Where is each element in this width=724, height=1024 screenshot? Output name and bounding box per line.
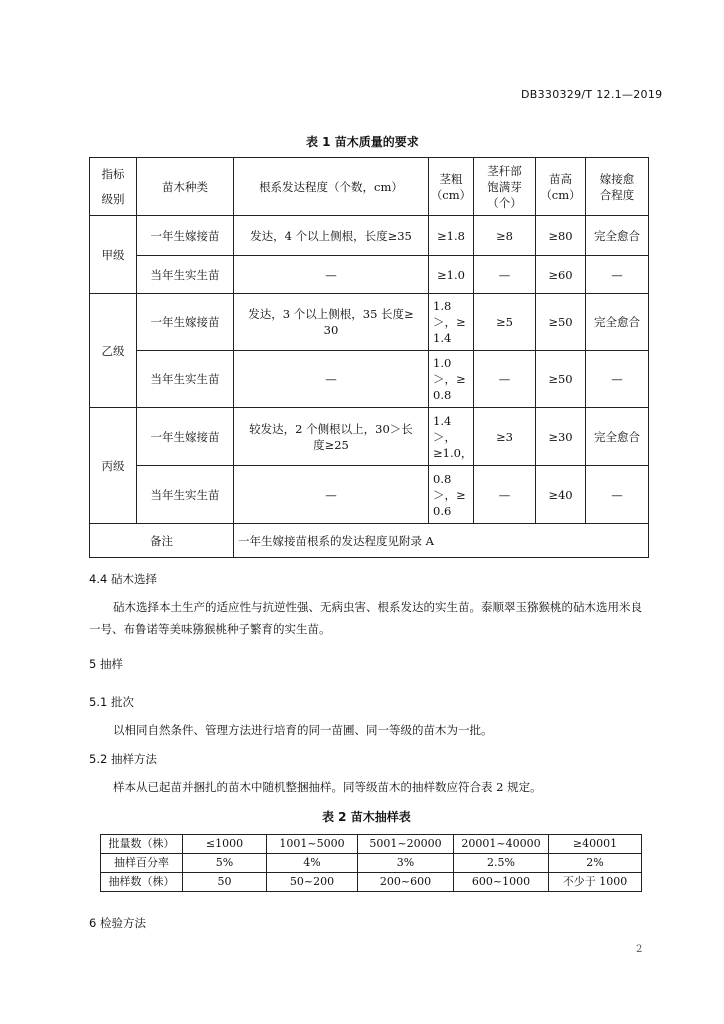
table-cell: 2% [549,854,642,873]
height-cell: ≥30 [536,408,586,466]
section-5-2-title: 5.2 抽样方法 [89,752,157,766]
root-cell: — [234,351,429,408]
table-row [101,873,642,892]
document-code: DB330329/T 12.1—2019 [521,88,663,101]
table-cell: 不少于 1000 [549,873,642,892]
sampling-table [100,834,642,892]
type-cell: 当年生实生苗 [137,466,234,524]
row-label-cell: 批量数（株） [101,835,183,854]
section-5-title: 5 抽样 [89,657,123,671]
row-label-cell: 抽样数（株） [101,873,183,892]
thick-cell: ≥1.0 [429,256,474,294]
graft-cell: — [586,351,649,408]
table-cell: 4% [267,854,358,873]
table-note-row [90,524,649,558]
grade-cell: 丙级 [90,408,137,524]
header-cell-type: 苗木种类 [137,158,234,216]
table-cell: 5001~20000 [358,835,454,854]
graft-cell: 完全愈合 [586,408,649,466]
section-6-title: 6 检验方法 [89,916,146,930]
table-header-row [90,158,649,216]
table-cell: ≤1000 [183,835,267,854]
table-cell: 3% [358,854,454,873]
root-cell: — [234,466,429,524]
table2-caption: 表 2 苗木抽样表 [322,810,411,824]
section-4-4-title: 4.4 砧木选择 [89,572,157,586]
table-row [101,854,642,873]
page-number: 2 [636,944,643,955]
header-cell-root: 根系发达程度（个数，cm） [234,158,429,216]
graft-cell: — [586,466,649,524]
type-cell: 一年生嫁接苗 [137,216,234,256]
root-cell: 发达，4 个以上侧根，长度≥35 [234,216,429,256]
type-cell: 当年生实生苗 [137,351,234,408]
thick-cell: 0.8 ＞，≥ 0.6 [429,466,474,524]
graft-cell: 完全愈合 [586,216,649,256]
type-cell: 一年生嫁接苗 [137,294,234,351]
table-cell: 50~200 [267,873,358,892]
table-row [90,256,649,294]
seedling-quality-table [89,157,649,558]
thick-cell: 1.0 ＞，≥ 0.8 [429,351,474,408]
section-5-1-title: 5.1 批次 [89,695,134,709]
buds-cell: ≥5 [474,294,536,351]
section-5-2-text: 样本从已起苗并捆扎的苗木中随机整捆抽样。同等级苗木的抽样数应符合表 2 规定。 [113,780,542,794]
table-cell: 50 [183,873,267,892]
table-row [90,216,649,256]
table-row [90,466,649,524]
buds-cell: ≥8 [474,216,536,256]
table-cell: ≥40001 [549,835,642,854]
row-label-cell: 抽样百分率 [101,854,183,873]
table-cell: 600~1000 [454,873,549,892]
header-cell-stem-thickness: 茎粗 （cm） [429,158,474,216]
table-cell: 1001~5000 [267,835,358,854]
buds-cell: — [474,256,536,294]
height-cell: ≥60 [536,256,586,294]
height-cell: ≥50 [536,294,586,351]
height-cell: ≥50 [536,351,586,408]
height-cell: ≥80 [536,216,586,256]
table-row [101,835,642,854]
type-cell: 一年生嫁接苗 [137,408,234,466]
buds-cell: — [474,351,536,408]
header-cell-buds: 茎秆部 饱满芽 （个） [474,158,536,216]
table1-caption: 表 1 苗木质量的要求 [306,135,419,149]
grade-cell: 甲级 [90,216,137,294]
root-cell: — [234,256,429,294]
root-cell: 较发达，2 个侧根以上，30＞长 度≥25 [234,408,429,466]
buds-cell: ≥3 [474,408,536,466]
table-cell: 200~600 [358,873,454,892]
height-cell: ≥40 [536,466,586,524]
table-cell: 2.5% [454,854,549,873]
grade-cell: 乙级 [90,294,137,408]
table-row [90,351,649,408]
table-row [90,294,649,351]
section-5-1-text: 以相同自然条件、管理方法进行培育的同一苗圃、同一等级的苗木为一批。 [113,723,493,737]
header-cell-height: 苗高 （cm） [536,158,586,216]
table-cell: 5% [183,854,267,873]
header-cell-index: 指标 级别 [90,158,137,216]
type-cell: 当年生实生苗 [137,256,234,294]
root-cell: 发达，3 个以上侧根，35 长度≥ 30 [234,294,429,351]
note-text: 一年生嫁接苗根系的发达程度见附录 A [234,524,649,558]
table-row [90,408,649,466]
thick-cell: ≥1.8 [429,216,474,256]
buds-cell: — [474,466,536,524]
header-cell-graft: 嫁接愈 合程度 [586,158,649,216]
table-cell: 20001~40000 [454,835,549,854]
thick-cell: 1.8 ＞，≥ 1.4 [429,294,474,351]
section-4-4-text: 砧木选择本土生产的适应性与抗逆性强、无病虫害、根系发达的实生苗。泰顺翠玉猕猴桃的砧木选用米良一号、布鲁诺等美味猕猴桃种子繁育的实生苗。 [89,600,642,636]
note-label: 备注 [90,524,234,558]
thick-cell: 1.4 ＞， ≥1.0， [429,408,474,466]
graft-cell: 完全愈合 [586,294,649,351]
graft-cell: — [586,256,649,294]
